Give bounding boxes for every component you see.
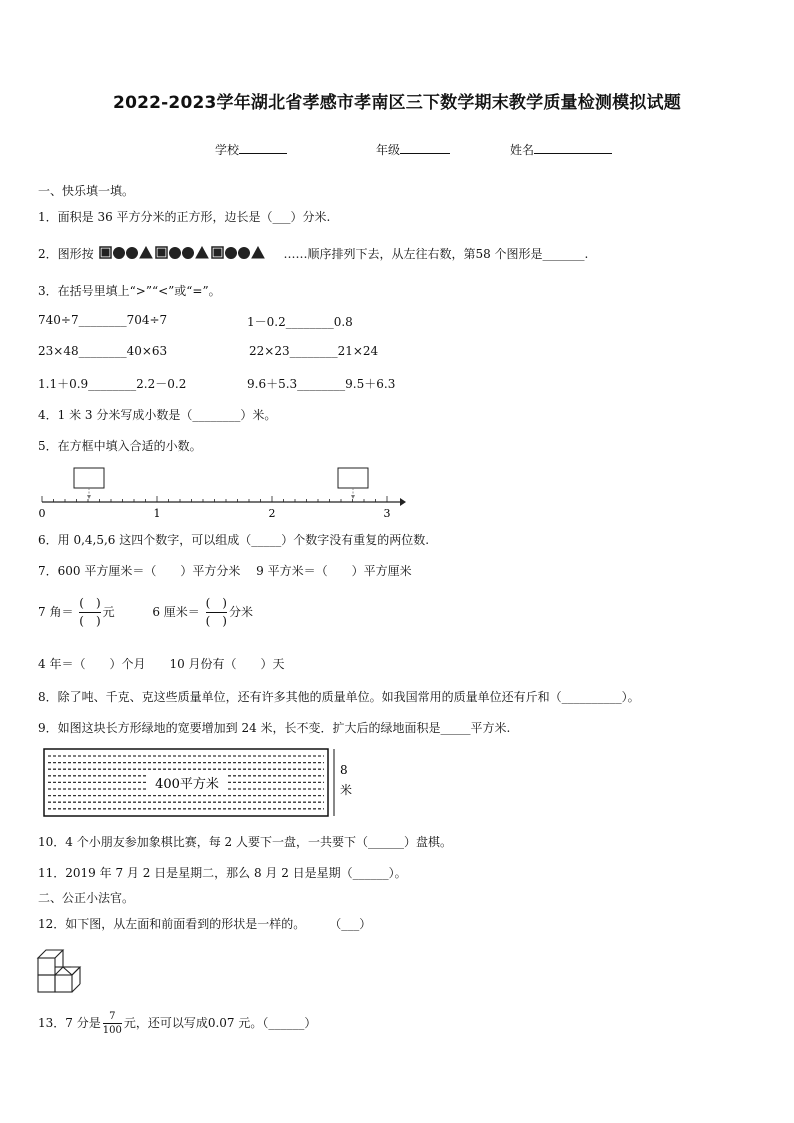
question-7-part-a: 7．600 平方厘米＝（ ）平方分米 9 平方米＝（ ）平方厘米	[38, 564, 412, 578]
tick-label: 1	[153, 507, 161, 520]
question-7-part-b	[38, 596, 253, 629]
grade-blank[interactable]	[400, 141, 450, 154]
answer-box[interactable]	[74, 468, 104, 488]
grade-label: 年级	[376, 143, 401, 157]
school-label: 学校	[215, 143, 240, 157]
school-blank[interactable]	[239, 141, 287, 154]
circle-icon	[239, 248, 250, 259]
name-blank[interactable]	[534, 141, 612, 154]
question-9: 9．如图这块长方形绿地的宽要增加到 24 米，长不变．扩大后的绿地面积是_____平方米.	[38, 721, 511, 735]
question-3: 3．在括号里填上“>”“<”或“=”。	[38, 284, 221, 298]
compare-item: 740÷7________704÷7	[38, 313, 168, 327]
q13-prefix: 13．7 分是	[38, 1016, 101, 1030]
section-1-heading: 一、快乐填一填。	[38, 184, 135, 198]
number-line-figure	[36, 466, 408, 520]
cube-stack-figure	[36, 943, 90, 997]
circle-icon	[127, 248, 138, 259]
fraction-blank[interactable]: $\frac{( )}{( )}$	[205, 596, 227, 628]
question-2	[38, 245, 588, 262]
frac-b-prefix: 6 厘米＝	[152, 605, 200, 619]
question-8: 8．除了吨、千克、克这些质量单位，还有许多其他的质量单位。如我国常用的质量单位还有斤和（__________）。	[38, 690, 640, 704]
question-11: 11．2019 年 7 月 2 日是星期二，那么 8 月 2 日是星期（______）。	[38, 866, 407, 880]
section-2-heading: 二、公正小法官。	[38, 891, 135, 905]
fraction-blank[interactable]: $\frac{( )}{( )}$	[79, 596, 101, 628]
frac-a-prefix: 7 角＝	[38, 605, 74, 619]
tick-label: 3	[383, 507, 391, 520]
circle-icon	[170, 248, 181, 259]
compare-item: 23×48________40×63	[38, 344, 168, 358]
school-field[interactable]	[215, 141, 287, 158]
question-10: 10．4 个小朋友参加象棋比赛，每 2 人要下一盘，一共要下（______）盘棋。	[38, 835, 452, 849]
name-label: 姓名	[510, 143, 535, 157]
compare-item: 1.1＋0.9________2.2－0.2	[38, 377, 187, 391]
compare-item: 22×23________21×24	[249, 344, 379, 358]
question-1: 1．面积是 36 平方分米的正方形，边长是（___）分米.	[38, 210, 331, 224]
question-4: 4．1 米 3 分米写成小数是（________）米。	[38, 408, 277, 422]
question-5: 5．在方框中填入合适的小数。	[38, 439, 202, 453]
arrow-head-icon	[400, 498, 406, 506]
page-title: 2022-2023学年湖北省孝感市孝南区三下数学期末教学质量检测模拟试题	[113, 93, 681, 113]
q13-suffix: 元，还可以写成0.07 元。（______）	[123, 1016, 317, 1030]
grade-field[interactable]	[376, 141, 450, 158]
circle-icon	[226, 248, 237, 259]
circle-icon	[183, 248, 194, 259]
question-12: 12．如下图，从左面和前面看到的形状是一样的。 （___）	[38, 917, 372, 931]
tick-label: 0	[38, 507, 46, 520]
side-length-label: 8	[340, 763, 348, 777]
question-6: 6．用 0,4,5,6 这四个数字，可以组成（_____）个数字没有重复的两位数.	[38, 533, 430, 547]
triangle-icon	[140, 247, 152, 258]
circle-icon	[114, 248, 125, 259]
frac-b-suffix: 分米	[228, 605, 253, 619]
rectangle-lawn-figure	[38, 746, 356, 822]
frac-a-suffix: 元	[102, 605, 115, 619]
answer-box[interactable]	[338, 468, 368, 488]
question-13	[38, 1011, 316, 1036]
triangle-icon	[196, 247, 208, 258]
tick-label: 2	[268, 507, 276, 520]
name-field[interactable]	[510, 141, 612, 158]
compare-item: 1－0.2________0.8	[247, 315, 353, 329]
area-label: 400平方米	[155, 777, 219, 792]
question-7-part-c: 4 年＝（ ）个月 10 月份有（ ）天	[38, 657, 285, 671]
question-2-prefix: 2．图形按	[38, 247, 94, 261]
question-2-suffix: ……顺序排列下去，从左往右数，第58 个图形是_______.	[283, 247, 589, 261]
compare-item: 9.6＋5.3________9.5＋6.3	[247, 377, 396, 391]
fraction-7-100: $\frac{7}{100}$	[102, 1011, 122, 1036]
triangle-icon	[252, 247, 264, 258]
side-unit-label: 米	[340, 783, 353, 797]
shape-sequence-figure	[99, 246, 283, 260]
